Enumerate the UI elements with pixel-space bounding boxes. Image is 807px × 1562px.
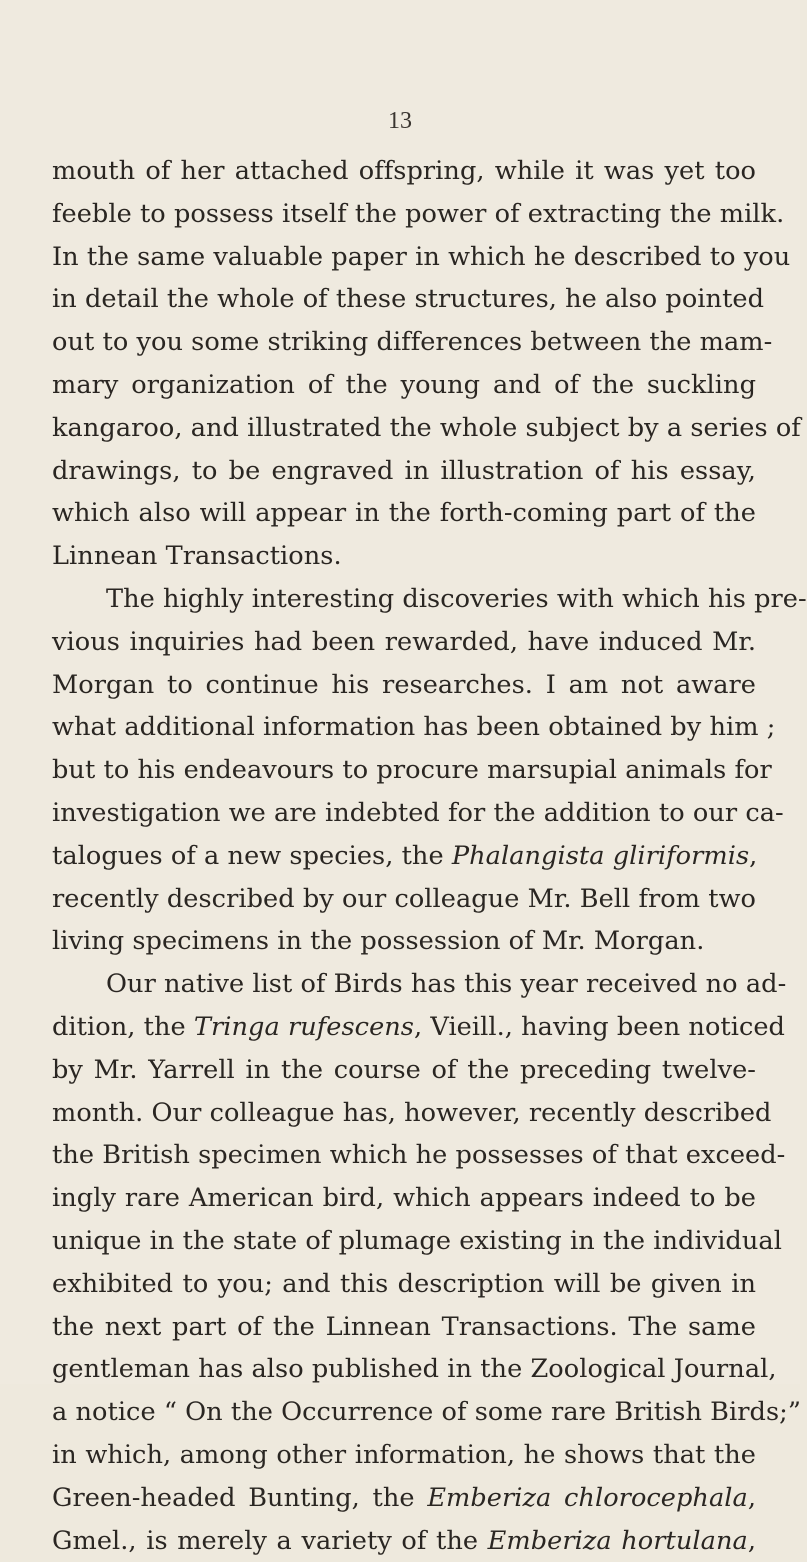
text-line: Linnean Transactions. bbox=[52, 535, 756, 578]
page-number: 13 bbox=[0, 108, 800, 135]
text-line: investigation we are indebted for the addition to our ca- bbox=[52, 792, 756, 835]
species-name: Tringa rufescens bbox=[194, 1012, 414, 1042]
species-name: Emberiza chlorocephala bbox=[427, 1483, 748, 1513]
text-line: a notice “ On the Occurrence of some rare British Birds;” bbox=[52, 1391, 756, 1434]
text-line: mouth of her attached offspring, while it was yet too bbox=[52, 150, 756, 193]
text-line: the British specimen which he possesses of that exceed- bbox=[52, 1134, 756, 1177]
text-line: drawings, to be engraved in illustration of his essay, bbox=[52, 450, 756, 493]
text-fragment: , bbox=[748, 1483, 756, 1513]
text-line: gentleman has also published in the Zoological Journal, bbox=[52, 1348, 756, 1391]
text-line: but to his endeavours to procure marsupial animals for bbox=[52, 749, 756, 792]
text-line bbox=[52, 835, 756, 878]
text-line: which also will appear in the forth-coming part of the bbox=[52, 492, 756, 535]
text-line: living specimens in the possession of Mr. Morgan. bbox=[52, 920, 756, 963]
text-line: ingly rare American bird, which appears indeed to be bbox=[52, 1177, 756, 1220]
text-line: in which, among other information, he shows that the bbox=[52, 1434, 756, 1477]
text-line: out to you some striking differences between the mam- bbox=[52, 321, 756, 364]
species-name: Phalangista gliriformis bbox=[452, 841, 749, 871]
text-line bbox=[52, 1520, 756, 1562]
text-line: by Mr. Yarrell in the course of the preceding twelve- bbox=[52, 1049, 756, 1092]
text-fragment: , bbox=[749, 841, 757, 871]
text-fragment: dition, the bbox=[52, 1012, 194, 1042]
species-name: Emberiza hortulana bbox=[488, 1526, 748, 1556]
text-line: vious inquiries had been rewarded, have induced Mr. bbox=[52, 621, 756, 664]
text-line: Our native list of Birds has this year received no ad- bbox=[52, 963, 756, 1006]
text-fragment: , bbox=[748, 1526, 756, 1556]
text-line: The highly interesting discoveries with which his pre- bbox=[52, 578, 756, 621]
body-text bbox=[52, 150, 756, 1562]
text-line: mary organization of the young and of the suckling bbox=[52, 364, 756, 407]
text-fragment: , Vieill., having been noticed bbox=[414, 1012, 785, 1042]
text-line: Morgan to continue his researches. I am not aware bbox=[52, 664, 756, 707]
text-line: in detail the whole of these structures, he also pointed bbox=[52, 278, 756, 321]
text-line: kangaroo, and illustrated the whole subject by a series of bbox=[52, 407, 756, 450]
text-line: In the same valuable paper in which he described to you bbox=[52, 236, 756, 279]
text-fragment: Green-headed Bunting, the bbox=[52, 1483, 427, 1513]
text-line bbox=[52, 1006, 756, 1049]
text-line: exhibited to you; and this description will be given in bbox=[52, 1263, 756, 1306]
text-fragment: talogues of a new species, the bbox=[52, 841, 452, 871]
text-line: feeble to possess itself the power of extracting the milk. bbox=[52, 193, 756, 236]
text-line: what additional information has been obtained by him ; bbox=[52, 706, 756, 749]
text-line: month. Our colleague has, however, recently described bbox=[52, 1092, 756, 1135]
text-fragment: Gmel., is merely a variety of the bbox=[52, 1526, 488, 1556]
text-line bbox=[52, 1477, 756, 1520]
text-line: recently described by our colleague Mr. Bell from two bbox=[52, 878, 756, 921]
text-line: unique in the state of plumage existing in the individual bbox=[52, 1220, 756, 1263]
text-line: the next part of the Linnean Transactions. The same bbox=[52, 1306, 756, 1349]
